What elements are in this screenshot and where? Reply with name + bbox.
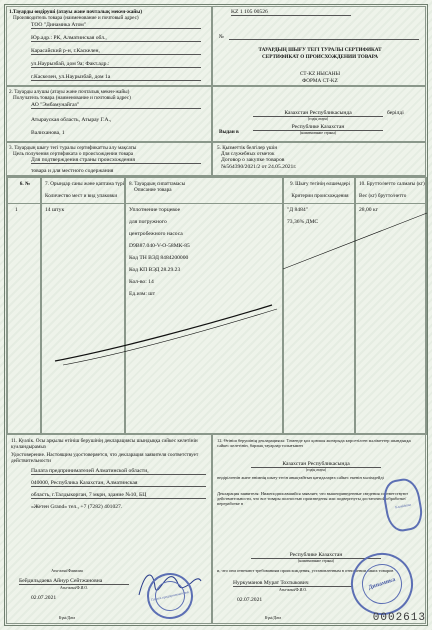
sec2-label-kz: 2. Тауарды алушы (атауы және почталық мекен-жайы) (9, 89, 130, 95)
form-kz: СТ-KZ НЫСАНЫ (299, 71, 341, 77)
form-ru: ФОРМА СТ-KZ (302, 78, 338, 84)
section-11-box (6, 434, 212, 624)
sec11-org3: область, г.Талдыкорган, 7 мкрн, здание №10, БЦ (31, 492, 206, 499)
col8-header-kz: 8. Тауардың сипаттамасы (129, 181, 186, 187)
sec4-issued: берілді (387, 110, 404, 116)
sec4-issued-sub: (наименование страны) (300, 131, 336, 135)
sec2-addr1: Атырауская область, Атырау Г.А., (31, 117, 112, 123)
serial-number: 0002613 (372, 612, 426, 624)
sec5-value2: №564390/2021/2 от 24.05.2021г. (221, 164, 297, 170)
sec12-country-ru-sub: (наименование страны) (298, 559, 334, 563)
sec11-signer-name: Бейдильдаева Айнур Сейтжановна (19, 578, 129, 585)
sec3-value1: Для подтверждения страны происхождения (31, 157, 201, 164)
section-1-box (6, 6, 212, 86)
sec12-signer-name: Нуркуманов Мурат Тохтыкович (233, 580, 353, 587)
sec11-heading-ru: Удостоверение. Настоящим удостоверяется, что декларация заявителя соответствует действительности (11, 452, 199, 464)
sec1-label-ru: Производитель товара (наименование и почтовый адрес) (13, 15, 139, 21)
sec12-text1: өндірілгенін және өнімнің шығу тегін анықтайтын қағидаларға сәйкес екенін мәлімдейді (217, 475, 384, 480)
sec12-date: 02.07.2021 (237, 597, 263, 603)
sec1-label-kz: 1.Тауарды өндіруші (атауы және почталық мекен-жайы) (9, 9, 143, 15)
description-line: центробежного насоса (129, 231, 183, 237)
sec1-company: ТОО "Динамика Атом" (31, 22, 201, 29)
sec1-addr2: Карасайский р-н, г.Каскелен, (31, 48, 201, 55)
row-quantity: 14 штук (45, 207, 65, 213)
sec4-country: Казахстан Республикасында (253, 110, 383, 117)
col7-header-kz: 7. Орындар саны және қаптама түрі (45, 181, 125, 187)
col10-header-ru: Вес (кг) брутто/нетто (359, 193, 407, 199)
col9-header-kz: 9. Шығу тегінің өлшемдері (289, 181, 351, 187)
description-line: Уплотнение торцевое (129, 207, 181, 213)
header-box (212, 6, 426, 86)
sec1-addr4: г.Каскелен, ул.Наурызбай, дом 1а (31, 74, 201, 81)
sec5-value1: Договор о закупке товаров (221, 157, 285, 163)
section-2-box (6, 86, 212, 142)
description-line: для погружного (129, 219, 167, 225)
goods-table (6, 176, 426, 434)
sec11-org4: «Жетен Grand» тел., +7 (7282) 401027. (31, 504, 123, 510)
sec11-sig-label2: Аты-жөні/Ф.И.О. (59, 586, 89, 590)
description-line: Код ТН ВЭД 8484200000 (129, 255, 189, 261)
sec12-text3: и, что они отвечают требованиям происхождения, установленным в отношении таких товаров (217, 568, 394, 573)
description-line: D9В87.040-V-О-58МК-85 (129, 243, 190, 249)
stamp-top-icon (381, 476, 425, 533)
cert-number: KZ 1 105 00526 (231, 9, 351, 16)
sec4-country-sub: (елдің атауы) (307, 117, 329, 121)
sec11-sig-label-kz: Аты-жөні/Фамилия (51, 569, 83, 573)
description-line: Код КП ВЭД 28.29.23 (129, 267, 181, 273)
sec2-company: АО "Эмбамунайгаз" (31, 102, 201, 109)
sec12-sig-label: Аты-жөні/Ф.И.О. (278, 588, 308, 592)
sec12-country: Казахстан Республикасында (251, 461, 381, 468)
sec3-label-ru: Цель получения сертификата о происхождении товара (13, 151, 134, 157)
stamp-top-text: Kazakhstan (395, 502, 412, 510)
criterion-1: "Д 8484" (287, 207, 308, 213)
description-line: Ед.изм: шт (129, 291, 156, 297)
sec1-addr3: ул.Наурызбай, дом 9а; Факт.адр.: (31, 61, 201, 68)
section-4-box (212, 86, 426, 142)
cross-out-lines (7, 177, 427, 435)
col9-header-ru: Критерии происхождения (291, 193, 349, 199)
sec12-country-ru: Республике Казахстан (251, 552, 381, 559)
weight-value: 28,00 кг (359, 207, 378, 213)
sec2-label-ru: Получатель товара (наименование и почтовый адрес) (13, 95, 131, 101)
title-kz: ТАУАРДЫҢ ШЫҒУ ТЕГІ ТУРАЛЫ СЕРТИФИКАТ (258, 47, 382, 53)
stamp-left-text: Палата предпринимателей (150, 590, 190, 602)
col10-header-kz: 10. Брутто/нетто салмағы (кг) (359, 181, 425, 187)
stamp-right-text: Динамика (367, 576, 397, 592)
title-ru: СЕРТИФИКАТ О ПРОИСХОЖДЕНИИ ТОВАРА (262, 54, 378, 60)
section-5-box (212, 142, 426, 176)
sec5-label-kz: 5. Қызметтік белгілер үшін (217, 145, 278, 151)
no-label: № (219, 34, 224, 40)
no-line (229, 34, 419, 40)
col7-header-ru: Количество мест и вид упаковки (45, 193, 118, 199)
sec3-label-kz: 3. Тауардың шығу тегі туралы сертификатты алу мақсаты (9, 145, 137, 151)
sec11-heading-kz: 11. Куәлік. Осы арқылы өтініш берушінің декларациясы шындыққа сәйкес келетінін куәландырамыз (11, 438, 198, 450)
section-12-box (212, 434, 426, 624)
sec12-text2: Декларация заявителя: Нижеподписавшийся заявляет, что вышеприведенные сведения соответствуют действительности, что все товары полностью произведены или подвергнуты достаточной обработке/переработке в (217, 491, 408, 507)
sec3-value2: товара и для местного содержания (31, 168, 114, 174)
sec11-org2: 040000, Республика Казахстан, Алматинская (31, 480, 206, 487)
sec12-date-label: Күні/Дата (264, 616, 282, 620)
sec12-country-sub: (елдің атауы) (305, 468, 327, 472)
description-line: Кол-во: 14 (129, 279, 154, 285)
sec11-date-label: Күні/Дата (58, 616, 76, 620)
col8-header-ru: Описание товара (134, 187, 172, 193)
sec12-heading: 12. Өтініш берушінің декларациясы: Төменде қол қоюшы жоғарыда көрсетілген мәліметтер шындыққа сәйкес келетінін, барлық тауарлар толығымен (217, 438, 411, 449)
sec5-label-ru: Для служебных отметок (221, 151, 275, 157)
sec4-issued-label: Выдан в (219, 129, 239, 135)
row-number: 1 (15, 207, 18, 213)
sec1-addr1: Юр.адр.: РК, Алматинская обл., (31, 35, 201, 42)
sec4-issued-value: Республике Казахстан (253, 124, 383, 131)
sec11-org1: Палата предпринимателей Алматинской области, (31, 468, 206, 475)
sec2-addr2: Валиханова, 1 (31, 130, 65, 136)
col6-header: 6. № (19, 181, 31, 187)
sec11-date: 02.07.2021 (31, 595, 57, 601)
section-3-box (6, 142, 212, 176)
criterion-2: 73,36% ДМС (287, 219, 319, 225)
